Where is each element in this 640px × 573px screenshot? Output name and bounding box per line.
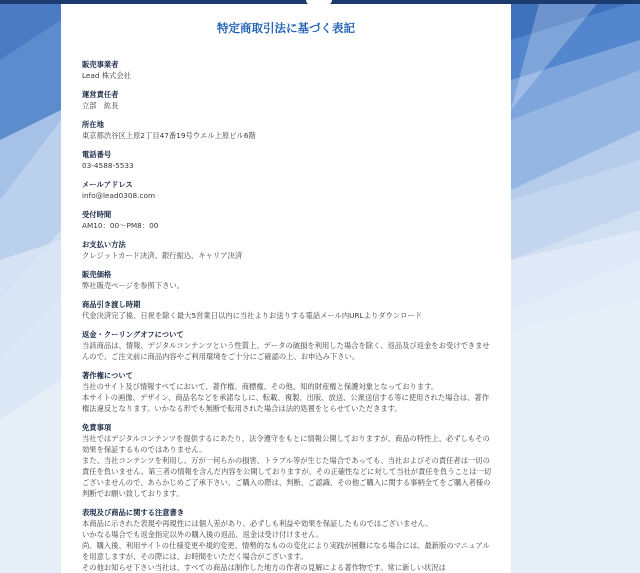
legal-section — [82, 239, 492, 261]
section-line: 尚、購入後、利用サイトの仕様変更や規約変更、情勢的なものの変化により実践が困難になる場合には、最新版のマニュアルを用意しますが、その際には、お時間をいただく場合がございます。 — [82, 541, 490, 561]
section-line: その他お知らせ下さい当社は、すべての商品は制作した地方の作者の見解による著作物です。常に新しい状況は — [82, 563, 446, 572]
section-label: 商品引き渡し時期 — [82, 300, 141, 309]
section-value — [82, 310, 492, 321]
section-line: 立部 紘長 — [82, 101, 119, 110]
section-label: 受付時間 — [82, 210, 112, 219]
section-line: AM10：00〜PM8：00 — [82, 221, 159, 230]
section-label: メールアドレス — [82, 180, 133, 189]
section-label: 販売事業者 — [82, 60, 119, 69]
legal-section — [82, 209, 492, 231]
legal-section — [82, 179, 492, 201]
section-line: 03-4588-5533 — [82, 161, 134, 170]
section-label: 所在地 — [82, 120, 104, 129]
page-title: 特定商取引法に基づく表記 — [217, 21, 355, 35]
section-line: 本商品に示された表現や再現性には個人差があり、必ずしも利益や効果を保証したものではございません。 — [82, 519, 433, 528]
section-value[interactable] — [82, 190, 492, 201]
content-card — [61, 4, 511, 573]
section-value — [82, 130, 492, 141]
section-label: 電話番号 — [82, 150, 112, 159]
section-label: 免責事項 — [82, 423, 112, 432]
legal-section — [82, 422, 492, 499]
section-value — [82, 250, 492, 261]
legal-section — [82, 119, 492, 141]
section-label: 販売価格 — [82, 270, 112, 279]
section-line: 当該商品は、情報、デジタルコンテンツという性質上、データの破損を利用した場合を除く、返品及び返金をお受けできませんので、ご注文前に商品内容やご利用環境をご十分にご確認の上、お申込み下さい。 — [82, 341, 490, 361]
section-value — [82, 100, 492, 111]
section-value — [82, 381, 492, 414]
section-line: いかなる場合でも返金指定以外の購入後の返品、返金は受け付けません。 — [82, 530, 324, 539]
section-label: 表現及び商品に関する注意書き — [82, 508, 185, 517]
section-value — [82, 340, 492, 362]
section-value — [82, 160, 492, 171]
legal-section — [82, 89, 492, 111]
section-line: 弊社販売ページを参照下さい。 — [82, 281, 185, 290]
section-line: 本サイトの画像、デザイン、商品名などを承諾なしに、転載、複製、出版、放送、公衆送信する等に使用された場合は、著作権法違反となります。いかなる形でも無断で転用された場合は法的処置をとらせていただきます。 — [82, 393, 490, 413]
section-line: info@lead0308.com — [82, 191, 156, 200]
section-line: 当社ではデジタルコンテンツを提供するにあたり、法令遵守をもとに情報公開しておりますが、商品の特性上、必ずしもその効果を保証するものではありません。 — [82, 434, 490, 454]
section-label: 返金・クーリングオフについて — [82, 330, 184, 339]
section-label: お支払い方法 — [82, 240, 126, 249]
section-label: 運営責任者 — [82, 90, 119, 99]
section-line: クレジットカード決済、銀行振込、キャリア決済 — [82, 251, 243, 260]
legal-notice-list — [82, 59, 492, 573]
section-line: また、当社コンテンツを利用し、万が一何らかの損害、トラブル等が生じた場合であっても、当社およびその責任者は一切の責任を負いません。第三者の情報を含んだ内容を公開しておりますが、その正確性などに対して当社が責任を負うことは一切ございませんので、あらかじめご了承下さい。ご購入の際は、判断、ご認識、その他ご購入に関する事柄全てをご購入者様の判断でお願い致しております。 — [82, 456, 492, 498]
legal-section — [82, 299, 492, 321]
section-label: 著作権について — [82, 371, 133, 380]
section-value — [82, 433, 492, 499]
legal-section — [82, 329, 492, 362]
legal-section — [82, 59, 492, 81]
legal-section — [82, 149, 492, 171]
legal-section — [82, 370, 492, 414]
section-value — [82, 280, 492, 291]
section-line: 代金決済完了後、日祝を除く最大5営業日以内に当社よりお送りする電話メール内URLよりダウンロード — [82, 311, 423, 320]
section-line: 当社のサイト及び情報すべてにおいて、著作権、商標権、その他、知的財産権と保護対象となっております。 — [82, 382, 439, 391]
section-value — [82, 70, 492, 81]
legal-section — [82, 507, 492, 573]
section-line: 東京都渋谷区上原2丁目47番19号ウエル上原ビル6階 — [82, 131, 256, 140]
section-line: Lead 株式会社 — [82, 71, 132, 80]
section-value — [82, 220, 492, 231]
section-value — [82, 518, 492, 573]
legal-section — [82, 269, 492, 291]
